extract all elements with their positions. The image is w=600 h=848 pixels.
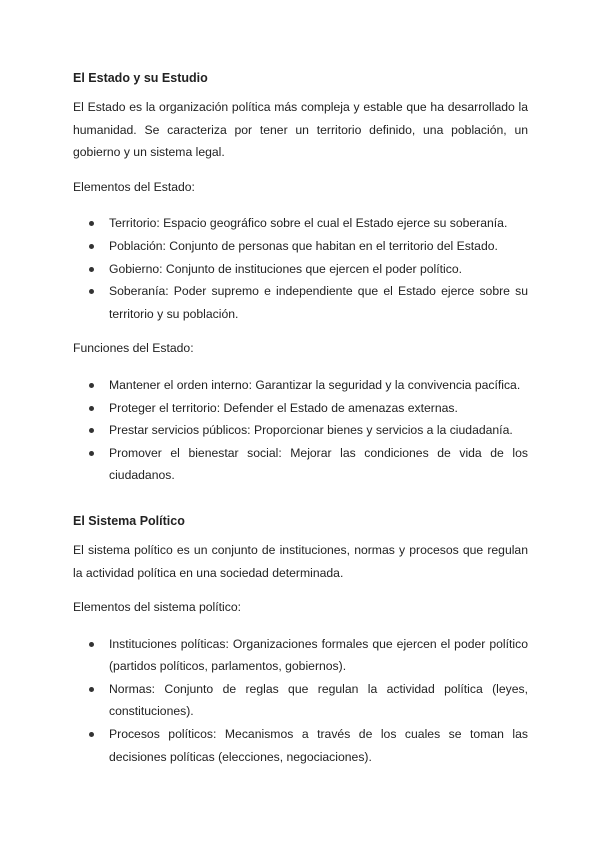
bullet-icon — [89, 406, 94, 411]
bullet-icon — [89, 383, 94, 388]
bullet-icon — [89, 244, 94, 249]
list-item-text: Mantener el orden interno: Garantizar la seguridad y la convivencia pacífica. — [109, 377, 521, 392]
list-item-text: Territorio: Espacio geográfico sobre el cual el Estado ejerce su soberanía. — [109, 216, 508, 231]
list-item-text: Proteger el territorio: Defender el Estado de amenazas externas. — [109, 400, 458, 415]
list-item-text: Promover el bienestar social: Mejorar las condiciones de vida de los ciudadanos. — [109, 445, 528, 483]
list-item-text: Población: Conjunto de personas que habitan en el territorio del Estado. — [109, 238, 498, 253]
list-item — [73, 258, 528, 281]
section-title-estado: El Estado y su Estudio — [73, 71, 208, 85]
list-item — [73, 235, 528, 258]
list-item — [73, 419, 528, 442]
list-item — [73, 678, 528, 723]
sistema-intro-paragraph: El sistema político es un conjunto de instituciones, normas y procesos que regulan la actividad política en una sociedad determinada. — [73, 542, 528, 580]
document-page — [73, 68, 528, 768]
bullet-icon — [89, 267, 94, 272]
list-item — [73, 723, 528, 768]
list-item-text: Procesos políticos: Mecanismos a través de los cuales se toman las decisiones políticas (elecciones, negociaciones). — [109, 727, 528, 764]
bullet-icon — [89, 642, 94, 647]
list-item-text: Gobierno: Conjunto de instituciones que ejercen el poder político. — [109, 261, 462, 276]
bullet-icon — [89, 221, 94, 226]
list-item — [73, 280, 528, 325]
list-item-text: Instituciones políticas: Organizaciones formales que ejercen el poder político (partidos políticos, parlamentos, gobiernos). — [109, 636, 528, 674]
list-item — [73, 442, 528, 487]
estado-intro-paragraph: El Estado es la organización política más compleja y estable que ha desarrollado la humanidad. Se caracteriza por tener un territorio definido, una población, un gobierno y un sistema legal. — [73, 100, 528, 160]
list-item — [73, 374, 528, 397]
estado-functions-label: Funciones del Estado: — [73, 341, 194, 356]
list-item-text: Soberanía: Poder supremo e independiente que el Estado ejerce sobre su territorio y su población. — [109, 284, 528, 321]
bullet-icon — [89, 289, 94, 294]
bullet-icon — [89, 732, 94, 737]
estado-functions-list — [73, 374, 528, 487]
sistema-elements-list — [73, 633, 528, 769]
list-item — [73, 397, 528, 420]
estado-elements-label: Elementos del Estado: — [73, 179, 195, 194]
bullet-icon — [89, 428, 94, 433]
bullet-icon — [89, 687, 94, 692]
list-item — [73, 633, 528, 678]
list-item — [73, 212, 528, 235]
list-item-text: Normas: Conjunto de reglas que regulan la actividad política (leyes, constituciones). — [109, 681, 528, 719]
section-title-sistema-politico: El Sistema Político — [73, 513, 185, 528]
sistema-elements-label: Elementos del sistema político: — [73, 600, 241, 615]
list-item-text: Prestar servicios públicos: Proporcionar bienes y servicios a la ciudadanía. — [109, 423, 513, 438]
bullet-icon — [89, 451, 94, 456]
estado-elements-list — [73, 212, 528, 325]
